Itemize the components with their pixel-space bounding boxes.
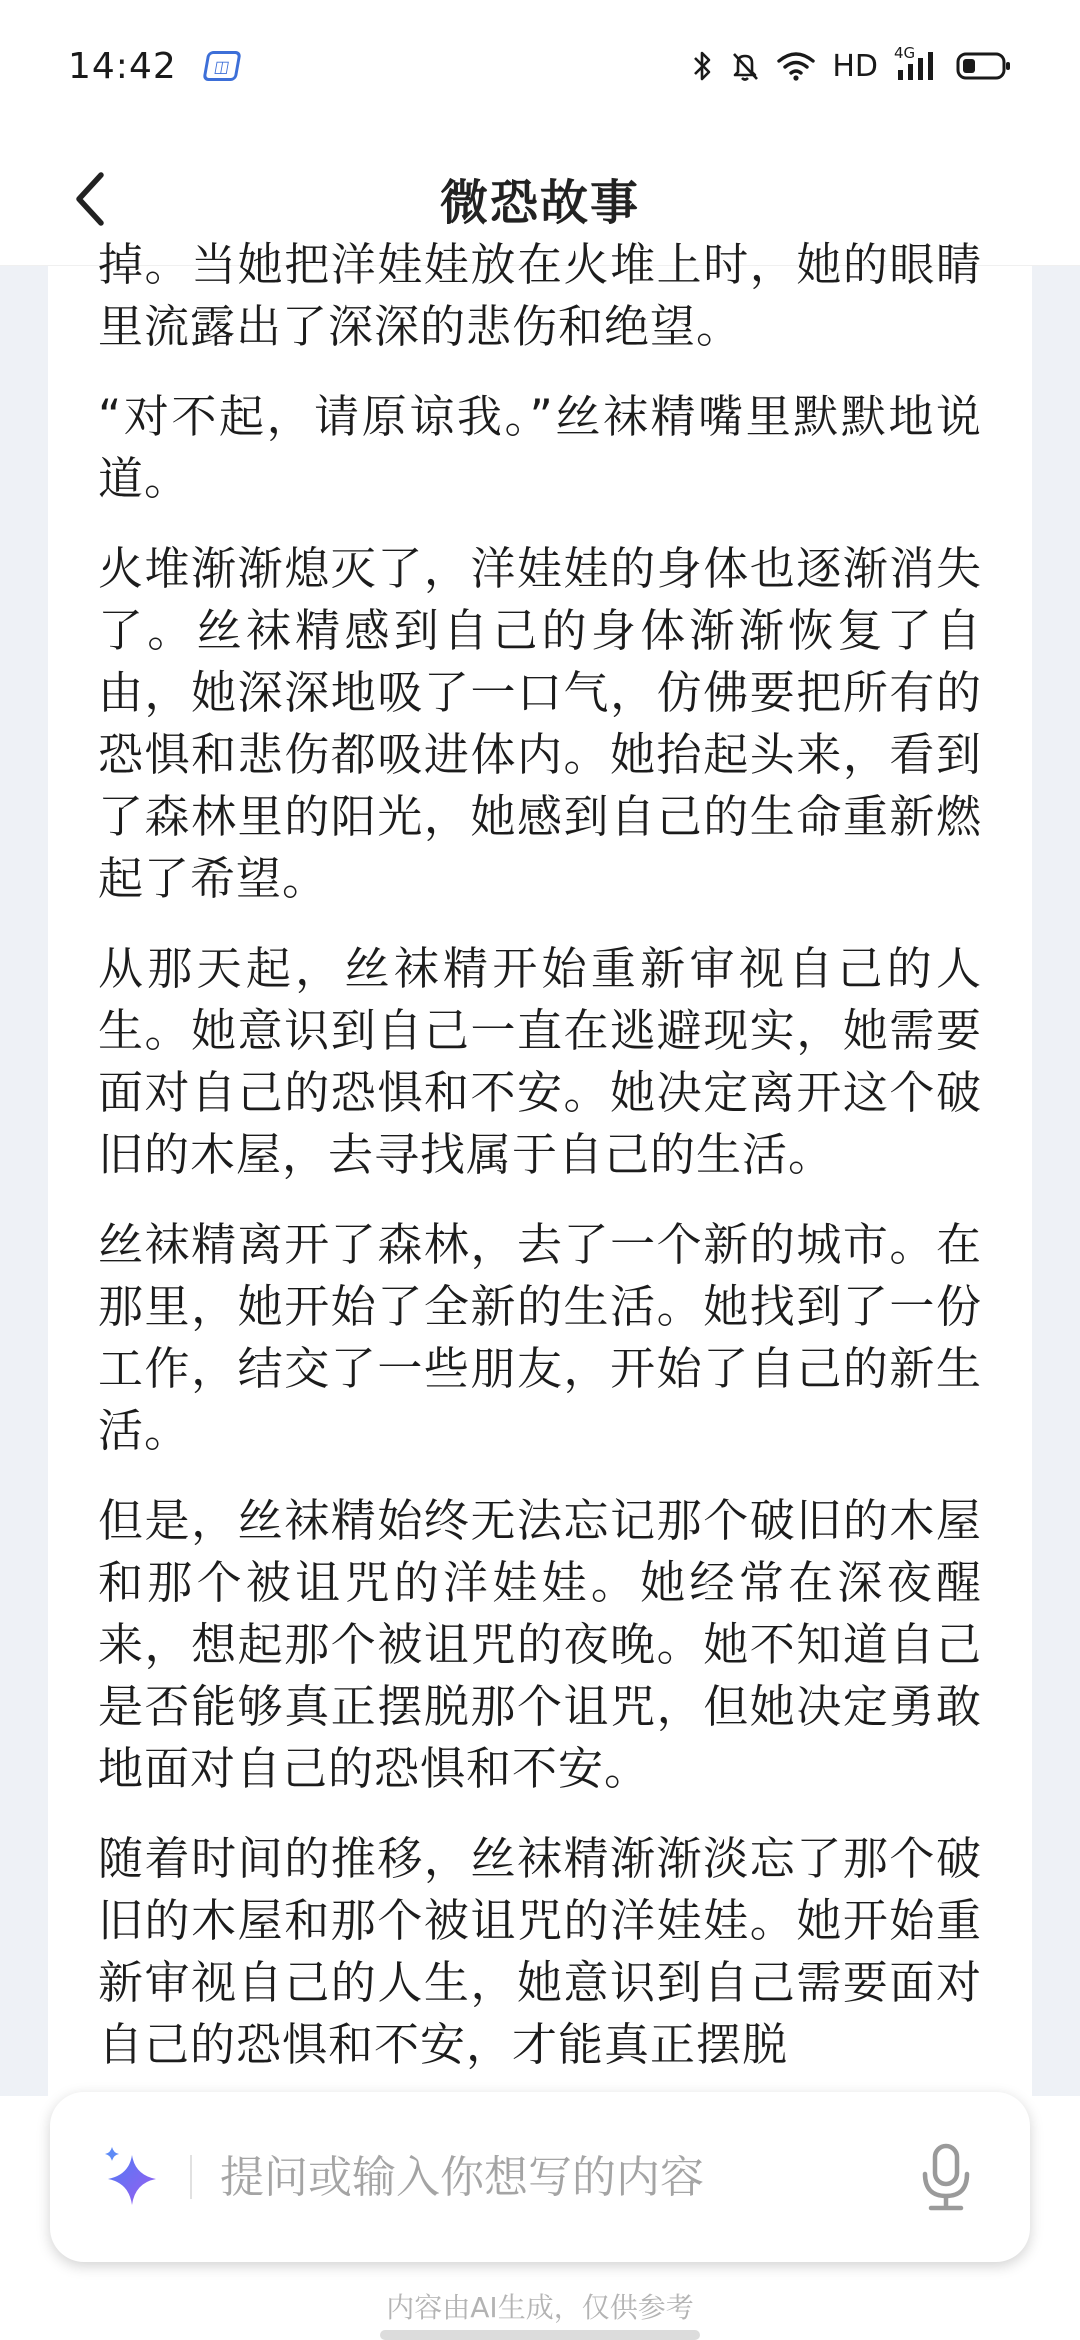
signal-icon xyxy=(894,44,940,84)
network-type: 4G xyxy=(894,44,916,62)
back-button[interactable] xyxy=(54,164,124,234)
story-paragraph: 掉。当她把洋娃娃放在火堆上时，她的眼睛里流露出了深深的悲伤和绝望。 xyxy=(98,238,982,353)
app-notification-icon: ◫ xyxy=(202,51,241,81)
status-time: 14:42 xyxy=(68,45,177,87)
status-icons xyxy=(692,44,1012,84)
story-paragraph: 从那天起，丝袜精开始重新审视自己的人生。她意识到自己一直在逃避现实，她需要面对自己的恐惧和不安。她决定离开这个破旧的木屋，去寻找属于自己的生活。 xyxy=(98,942,982,1181)
prompt-input[interactable] xyxy=(220,2137,880,2217)
content-area xyxy=(0,238,1080,2096)
status-bar xyxy=(0,0,1080,132)
story-paragraph: 随着时间的推移，丝袜精渐渐淡忘了那个破旧的木屋和那个被诅咒的洋娃娃。她开始重新审视自己的人生，她意识到自己需要面对自己的恐惧和不安，才能真正摆脱 xyxy=(98,1832,982,2071)
microphone-button[interactable] xyxy=(914,2141,978,2213)
bluetooth-icon xyxy=(692,49,714,83)
story-paragraph: “对不起，请原谅我。”丝袜精嘴里默默地说道。 xyxy=(98,390,982,505)
story-paragraph: 丝袜精离开了森林，去了一个新的城市。在那里，她开始了全新的生活。她找到了一份工作，结交了一些朋友，开始了自己的新生活。 xyxy=(98,1218,982,1457)
mute-icon xyxy=(730,50,760,82)
battery-icon xyxy=(956,51,1012,81)
network-label: HD xyxy=(832,48,878,84)
story-paragraph: 火堆渐渐熄灭了，洋娃娃的身体也逐渐消失了。丝袜精感到自己的身体渐渐恢复了自由，她深深地吸了一口气，仿佛要把所有的恐惧和悲伤都吸进体内。她抬起头来，看到了森林里的阳光，她感到自己的生命重新燃起了希望。 xyxy=(98,542,982,905)
chevron-left-icon xyxy=(69,169,109,229)
microphone-icon xyxy=(918,2142,974,2212)
sparkle-icon[interactable] xyxy=(98,2143,166,2211)
story-paragraph: 但是，丝袜精始终无法忘记那个破旧的木屋和那个被诅咒的洋娃娃。她经常在深夜醒来，想起那个被诅咒的夜晚。她不知道自己是否能够真正摆脱那个诅咒，但她决定勇敢地面对自己的恐惧和不安。 xyxy=(98,1494,982,1795)
ai-disclaimer: 内容由AI生成，仅供参考 xyxy=(386,2291,694,2324)
wifi-icon xyxy=(776,50,816,82)
story-card[interactable] xyxy=(48,238,1032,2096)
story-text xyxy=(98,234,982,2104)
prompt-input-bar xyxy=(50,2092,1030,2262)
page-title: 微恐故事 xyxy=(439,175,640,231)
home-indicator xyxy=(380,2330,700,2340)
input-divider xyxy=(190,2155,192,2199)
